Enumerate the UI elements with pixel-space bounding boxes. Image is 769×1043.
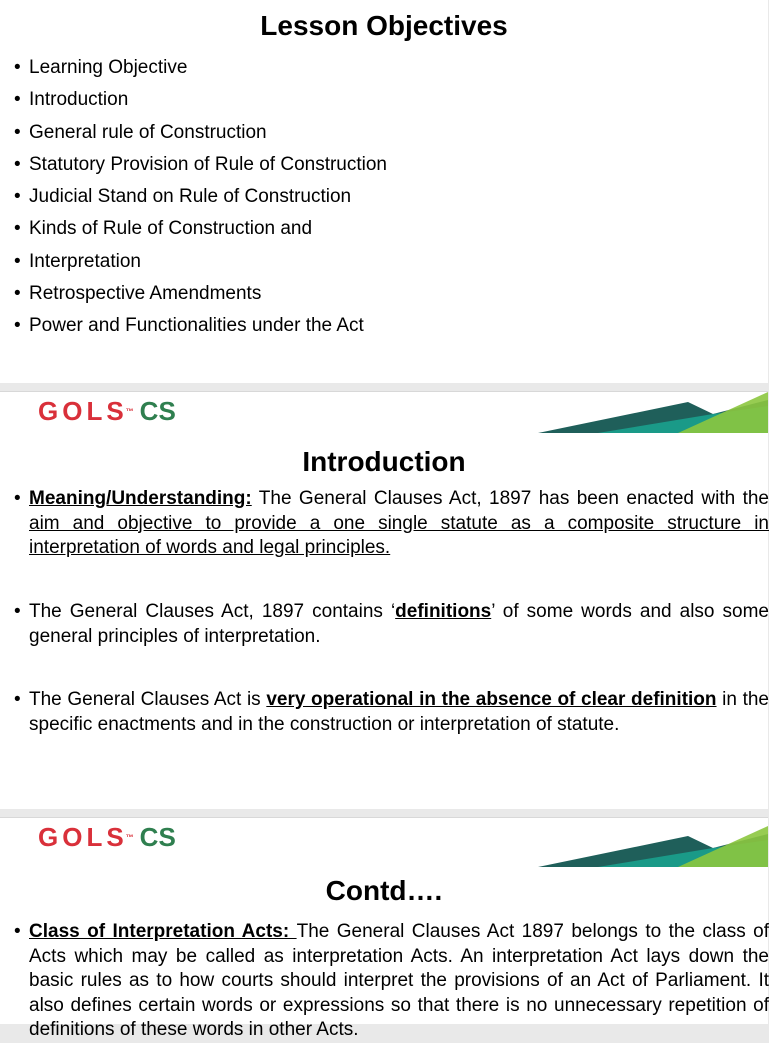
gols-cs-logo	[38, 396, 176, 427]
logo-trademark: ™	[125, 407, 134, 416]
meaning-underlined: aim and objective to provide a one single statute as a composite structure in interpretation of words and legal principles.	[29, 512, 769, 558]
list-item: • Introduction	[14, 84, 387, 116]
class-label: Class of Interpretation Acts:	[29, 921, 297, 942]
paragraph-meaning	[14, 487, 769, 561]
definitions-text-b: ’ of some words and also some general principles of interpretation.	[29, 601, 769, 647]
operational-text-b: in the specific enactments and in the construction or interpretation of statute.	[29, 689, 769, 735]
gols-cs-logo	[38, 822, 176, 853]
header-stripe-graphic	[538, 392, 768, 434]
slide-lesson-objectives	[0, 0, 768, 383]
list-item: • Interpretation	[14, 246, 387, 278]
header-stripe-graphic	[538, 818, 768, 868]
list-item: • Judicial Stand on Rule of Construction	[14, 181, 387, 213]
list-item: • Retrospective Amendments	[14, 278, 387, 310]
logo-gols-text: GOLS	[38, 822, 128, 852]
meaning-text: The General Clauses Act, 1897 has been enacted with the	[251, 488, 769, 509]
slide-contd	[0, 817, 769, 1040]
class-text: The General Clauses Act 1897 belongs to the class of Acts which may be called as interpretation Acts. An interpretation Act lays down the basic rules as to how courts should interpret the provisions of an Act of Parliament. It also defines certain words or expressions so that there is no unnecessary repetition of definitions of these words in other Acts.	[29, 921, 769, 1040]
objectives-list	[14, 52, 387, 343]
definitions-text-a: The General Clauses Act, 1897 contains ‘	[29, 601, 396, 622]
operational-text-a: The General Clauses Act is	[29, 689, 267, 710]
definitions-bold: definitions	[395, 601, 492, 622]
slide-header	[0, 817, 768, 860]
paragraph-class	[14, 920, 769, 1043]
slide-introduction	[0, 391, 768, 809]
list-item: • Learning Objective	[14, 52, 387, 84]
slide-title: Introduction	[302, 446, 466, 477]
slide-title: Contd….	[325, 875, 443, 906]
logo-trademark: ™	[125, 833, 134, 842]
list-item: • Power and Functionalities under the Act	[14, 310, 387, 342]
paragraph-definitions	[14, 600, 769, 649]
list-item: • General rule of Construction	[14, 117, 387, 149]
list-item: • Statutory Provision of Rule of Construction	[14, 149, 387, 181]
logo-cs-text: CS	[139, 396, 176, 426]
paragraph-operational	[14, 688, 769, 737]
logo-gols-text: GOLS	[38, 396, 128, 426]
list-item: • Kinds of Rule of Construction and	[14, 213, 387, 245]
slide-title: Lesson Objectives	[260, 10, 508, 41]
operational-bold: very operational in the absence of clear definition	[266, 689, 717, 710]
meaning-label: Meaning/Understanding:	[29, 488, 252, 509]
slide-header	[0, 391, 768, 434]
logo-cs-text: CS	[139, 822, 176, 852]
